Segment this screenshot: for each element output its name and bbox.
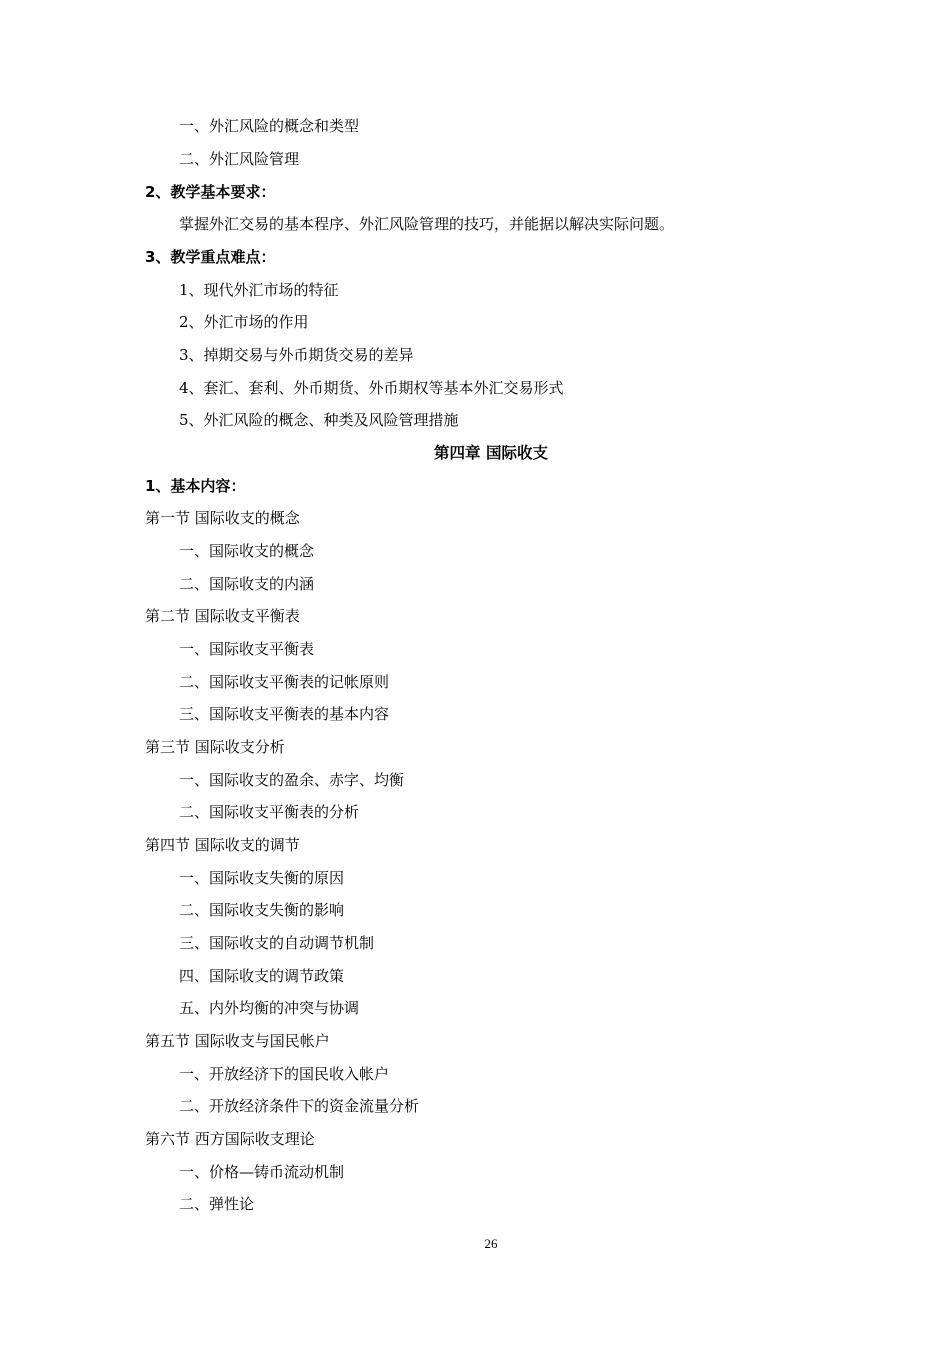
outline-item: 二、国际收支的内涵 <box>179 575 315 593</box>
outline-item: 三、国际收支的自动调节机制 <box>179 934 375 952</box>
outline-item: 一、国际收支的概念 <box>179 542 315 560</box>
outline-item: 一、开放经济下的国民收入帐户 <box>179 1065 390 1083</box>
key-point-item: 4、套汇、套利、外币期货、外币期权等基本外汇交易形式 <box>179 379 564 397</box>
section-title: 第五节 国际收支与国民帐户 <box>145 1032 330 1050</box>
key-point-item: 1、现代外汇市场的特征 <box>179 281 339 299</box>
outline-item: 一、国际收支平衡表 <box>179 640 315 658</box>
outline-item: 一、国际收支失衡的原因 <box>179 869 345 887</box>
outline-item: 二、国际收支平衡表的记帐原则 <box>179 673 390 691</box>
section-title: 第二节 国际收支平衡表 <box>145 607 300 625</box>
outline-item: 五、内外均衡的冲突与协调 <box>179 999 360 1017</box>
outline-item: 二、弹性论 <box>179 1195 255 1213</box>
section-title: 第三节 国际收支分析 <box>145 738 285 756</box>
chapter-title: 第四章 国际收支 <box>434 444 548 462</box>
outline-item: 二、开放经济条件下的资金流量分析 <box>179 1097 420 1115</box>
page-number: 26 <box>484 1236 498 1251</box>
key-point-item: 5、外汇风险的概念、种类及风险管理措施 <box>179 411 459 429</box>
outline-item: 一、外汇风险的概念和类型 <box>179 117 360 135</box>
section-title: 第四节 国际收支的调节 <box>145 836 300 854</box>
section-title: 第一节 国际收支的概念 <box>145 509 300 527</box>
section-heading-requirements: 2、教学基本要求： <box>145 183 276 201</box>
requirements-body: 掌握外汇交易的基本程序、外汇风险管理的技巧，并能据以解决实际问题。 <box>179 215 675 233</box>
key-point-item: 3、掉期交易与外币期货交易的差异 <box>179 346 414 364</box>
outline-item: 三、国际收支平衡表的基本内容 <box>179 705 390 723</box>
outline-item: 一、价格—铸币流动机制 <box>179 1163 345 1181</box>
section-title: 第六节 西方国际收支理论 <box>145 1130 315 1148</box>
outline-item: 一、国际收支的盈余、赤字、均衡 <box>179 771 405 789</box>
outline-item: 二、国际收支失衡的影响 <box>179 901 345 919</box>
section-heading-basic-content: 1、基本内容： <box>145 477 246 495</box>
outline-item: 二、国际收支平衡表的分析 <box>179 803 360 821</box>
outline-item: 二、外汇风险管理 <box>179 150 300 168</box>
outline-item: 四、国际收支的调节政策 <box>179 967 345 985</box>
key-point-item: 2、外汇市场的作用 <box>179 313 309 331</box>
section-heading-key-points: 3、教学重点难点： <box>145 248 276 266</box>
